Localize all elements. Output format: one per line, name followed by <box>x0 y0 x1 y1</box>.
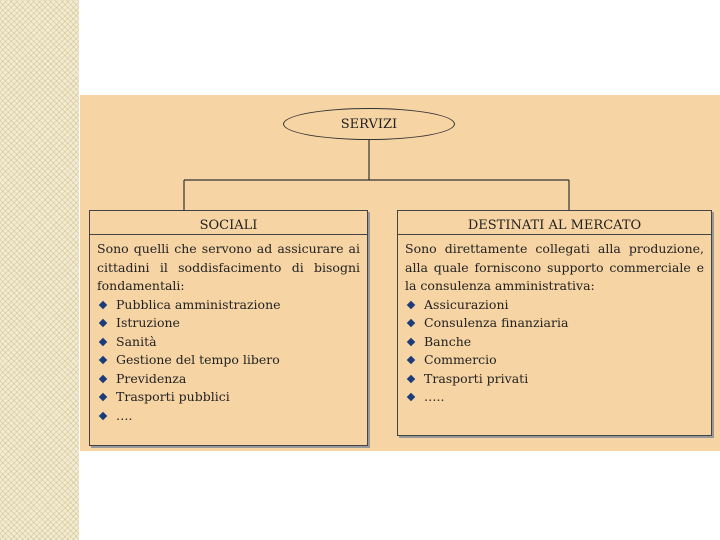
category-description: Sono direttamente collegati alla produzione, alla quale forniscono supporto commerciale e la consulenza amministrativa: <box>405 241 704 293</box>
category-box-sociali <box>89 210 368 446</box>
list-item: Trasporti privati <box>405 370 704 389</box>
root-node-servizi <box>283 108 455 140</box>
list-item: Gestione del tempo libero <box>97 351 360 370</box>
list-item: Pubblica amministrazione <box>97 296 360 315</box>
category-box-destinati-al-mercato <box>397 210 712 436</box>
list-item: Istruzione <box>97 314 360 333</box>
list-item: …. <box>97 407 360 426</box>
diamond-bullet-icon <box>407 338 415 346</box>
diamond-bullet-icon <box>407 356 415 364</box>
category-item-list <box>405 296 704 407</box>
list-item: Assicurazioni <box>405 296 704 315</box>
list-item: Previdenza <box>97 370 360 389</box>
diamond-bullet-icon <box>99 375 107 383</box>
category-body <box>398 235 711 407</box>
diamond-bullet-icon <box>99 338 107 346</box>
root-node-label: SERVIZI <box>340 116 398 132</box>
category-description: Sono quelli che servono ad assicurare ai cittadini il soddisfacimento di bisogni fondamentali: <box>97 241 360 293</box>
list-item: Consulenza finanziaria <box>405 314 704 333</box>
list-item: Trasporti pubblici <box>97 388 360 407</box>
diamond-bullet-icon <box>407 393 415 401</box>
diamond-bullet-icon <box>99 356 107 364</box>
category-title: DESTINATI AL MERCATO <box>398 211 711 235</box>
diamond-bullet-icon <box>99 301 107 309</box>
list-item: Sanità <box>97 333 360 352</box>
diamond-bullet-icon <box>99 412 107 420</box>
diamond-bullet-icon <box>407 301 415 309</box>
diamond-bullet-icon <box>407 319 415 327</box>
list-item: Banche <box>405 333 704 352</box>
category-body <box>90 235 367 425</box>
category-item-list <box>97 296 360 426</box>
list-item: ….. <box>405 388 704 407</box>
diamond-bullet-icon <box>407 375 415 383</box>
diamond-bullet-icon <box>99 393 107 401</box>
diamond-bullet-icon <box>99 319 107 327</box>
category-title: SOCIALI <box>90 211 367 235</box>
list-item: Commercio <box>405 351 704 370</box>
